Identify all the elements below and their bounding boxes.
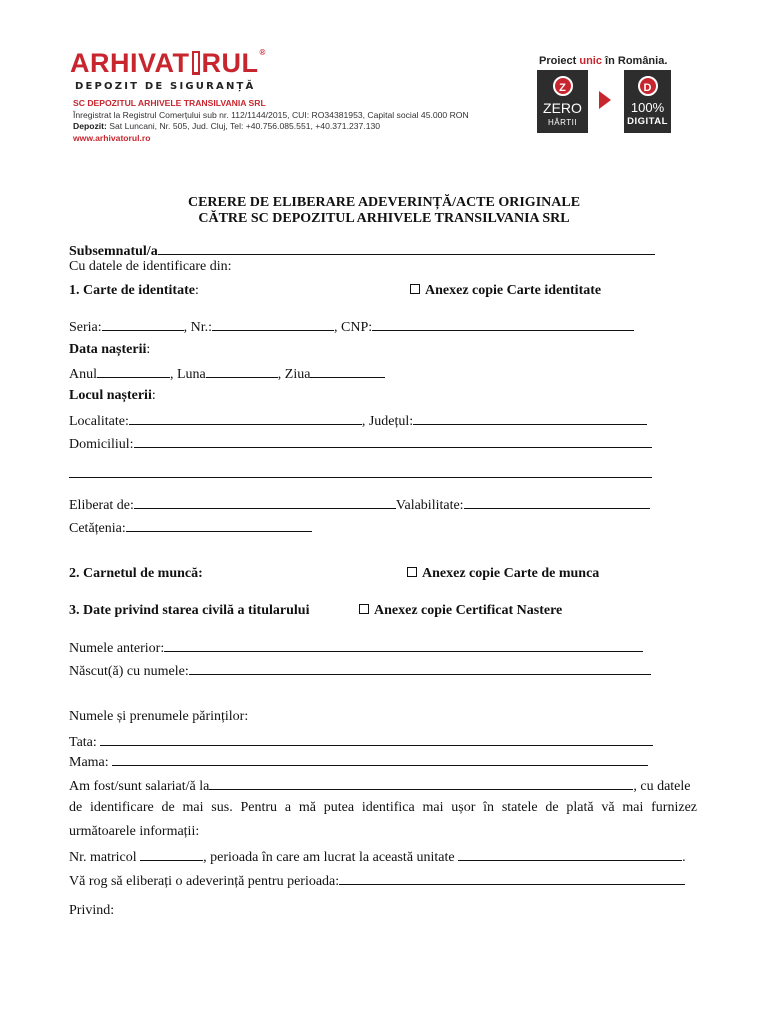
row-sec1 (69, 283, 199, 299)
digital-badge-letter: D (638, 76, 658, 96)
cu-datele-end: , cu datele (633, 779, 691, 794)
tagline-part-b: unic (579, 55, 602, 67)
row-cetatenia (69, 519, 312, 537)
annex-cm-checkbox[interactable] (407, 567, 417, 577)
row-locul-nasterii (69, 388, 156, 404)
row-am-fost (69, 777, 691, 795)
registered-mark: ® (259, 48, 266, 57)
tagline-part-c: în România. (601, 55, 668, 67)
row-nascut (69, 662, 651, 680)
subsemnatul-label: Subsemnatul/a (69, 244, 158, 259)
employer-field[interactable] (209, 777, 633, 790)
eliberat-field[interactable] (134, 496, 396, 509)
perioada-field[interactable] (458, 848, 682, 861)
mama-field[interactable] (112, 753, 648, 766)
annex-cn-checkbox[interactable] (359, 604, 369, 614)
row-numele-anterior (69, 639, 643, 657)
zero-badge-letter: Z (553, 76, 573, 96)
numele-anterior-label: Numele anterior: (69, 641, 165, 656)
annex-ci-label: Anexez copie Carte identitate (425, 283, 602, 298)
tata-field[interactable] (100, 733, 653, 746)
annex-cm-label: Anexez copie Carte de munca (422, 566, 600, 581)
company-logo (70, 48, 266, 79)
company-name: SC DEPOZITUL ARHIVELE TRANSILVANIA SRL (73, 98, 266, 108)
nr-label: , Nr.: (183, 320, 213, 335)
row-eliberat (69, 496, 650, 514)
judetul-label: , Județul: (361, 414, 414, 429)
ziua-field[interactable] (310, 365, 385, 378)
digital-badge (624, 70, 671, 133)
locul-nasterii-colon: : (151, 388, 156, 403)
logo-text: ARHIVAT (70, 48, 190, 78)
company-registry: Înregistrat la Registrul Comerțului sub nr. 112/1144/2015, CUI: RO34381953, Capital social 45.000 RON (73, 110, 469, 120)
identification-paragraph: de identificare de mai sus. Pentru a mă putea identifica mai ușor în statele de plată vă mai furnizez (69, 800, 697, 815)
urmatoarele-text: următoarele informații: (69, 824, 200, 839)
logo-subtitle: DEPOZIT DE SIGURANȚĂ (75, 81, 256, 92)
domiciliul-label: Domiciliul: (69, 437, 134, 452)
va-rog-label: Vă rog să eliberați o adeverință pentru perioada: (69, 874, 340, 889)
valabilitate-field[interactable] (464, 496, 650, 509)
sec2-annex (407, 566, 599, 582)
row-data-nasterii (69, 342, 150, 358)
document-title-line2: CĂTRE SC DEPOZITUL ARHIVELE TRANSILVANIA SRL (198, 211, 570, 226)
digital-badge-small: DIGITAL (627, 116, 668, 127)
privind-label: Privind: (69, 903, 115, 918)
sec1-colon: : (194, 283, 199, 298)
sec3-label: 3. Date privind starea civilă a titularului (69, 603, 310, 618)
sec1-label: 1. Carte de identitate (69, 283, 195, 298)
perioada-label: , perioada în care am lucrat la această unitate (203, 850, 459, 865)
ziua-label: , Ziua (277, 367, 311, 382)
seria-label: Seria: (69, 320, 102, 335)
am-fost-label: Am fost/sunt salariat/ă la (69, 779, 210, 794)
mama-label: Mama: (69, 755, 113, 770)
localitate-label: Localitate: (69, 414, 129, 429)
row-domiciliul (69, 435, 652, 453)
cu-datele-text: Cu datele de identificare din: (69, 259, 232, 274)
tata-label: Tata: (69, 735, 101, 750)
annex-cn-label: Anexez copie Certificat Nastere (374, 603, 563, 618)
annex-ci-checkbox[interactable] (410, 284, 420, 294)
nascut-label: Născut(ă) cu numele: (69, 664, 189, 679)
document-title-line1: CERERE DE ELIBERARE ADEVERINȚĂ/ACTE ORIGINALE (187, 195, 581, 210)
locul-nasterii-label: Locul nașterii (69, 388, 152, 403)
tagline-part-a: Proiect (539, 55, 580, 67)
seria-field[interactable] (102, 318, 184, 331)
luna-field[interactable] (206, 365, 278, 378)
zero-badge-big: ZERO (543, 100, 582, 116)
matricol-label: Nr. matricol (69, 850, 141, 865)
data-nasterii-colon: : (146, 342, 151, 357)
anul-field[interactable] (97, 365, 170, 378)
localitate-field[interactable] (129, 412, 362, 425)
eliberat-label: Eliberat de: (69, 498, 134, 513)
company-address (73, 121, 380, 131)
numele-anterior-field[interactable] (164, 639, 643, 652)
judetul-field[interactable] (413, 412, 647, 425)
address-text: Sat Luncani, Nr. 505, Jud. Cluj, Tel: +40.756.085.551, +40.371.237.130 (106, 121, 381, 131)
nr-field[interactable] (212, 318, 334, 331)
cetatenia-field[interactable] (126, 519, 312, 532)
row-mama (69, 753, 648, 771)
domiciliul-field[interactable] (134, 435, 652, 448)
row-tata (69, 733, 653, 751)
adeverinta-period-field[interactable] (339, 872, 685, 885)
zero-paper-badge (537, 70, 588, 133)
row-subsemnatul (69, 242, 655, 260)
row-birth-date (69, 365, 385, 383)
cnp-field[interactable] (372, 318, 634, 331)
cetatenia-label: Cetățenia: (69, 521, 126, 536)
row-localitate (69, 412, 647, 430)
subsemnatul-field[interactable] (158, 242, 655, 255)
sec1-annex (410, 283, 601, 299)
sec2-label: 2. Carnetul de muncă: (69, 566, 203, 581)
anul-label: Anul (69, 367, 97, 382)
data-nasterii-label: Data nașterii (69, 342, 147, 357)
arrow-right-icon (599, 91, 611, 109)
luna-label: , Luna (170, 367, 206, 382)
zero-badge-small: HÂRTII (547, 118, 578, 127)
row-seria (69, 318, 634, 336)
project-tagline (539, 55, 667, 67)
company-website[interactable]: www.arhivatorul.ro (73, 133, 151, 143)
sec3-annex (359, 603, 562, 619)
valabilitate-label: Valabilitate: (395, 498, 464, 513)
logo-tower-icon (192, 51, 200, 75)
row-va-rog (69, 872, 685, 890)
cnp-label: , CNP: (334, 320, 373, 335)
address-label: Depozit: (73, 121, 107, 131)
parinti-label: Numele și prenumele părinților: (69, 709, 249, 724)
period-end: . (682, 850, 686, 865)
logo-text-end: RUL (201, 48, 259, 78)
domiciliul-field-2[interactable] (69, 465, 652, 478)
nascut-field[interactable] (189, 662, 651, 675)
row-domiciliul-cont (69, 465, 652, 483)
matricol-field[interactable] (140, 848, 203, 861)
digital-badge-big: 100% (630, 100, 665, 115)
row-matricol (69, 848, 686, 866)
